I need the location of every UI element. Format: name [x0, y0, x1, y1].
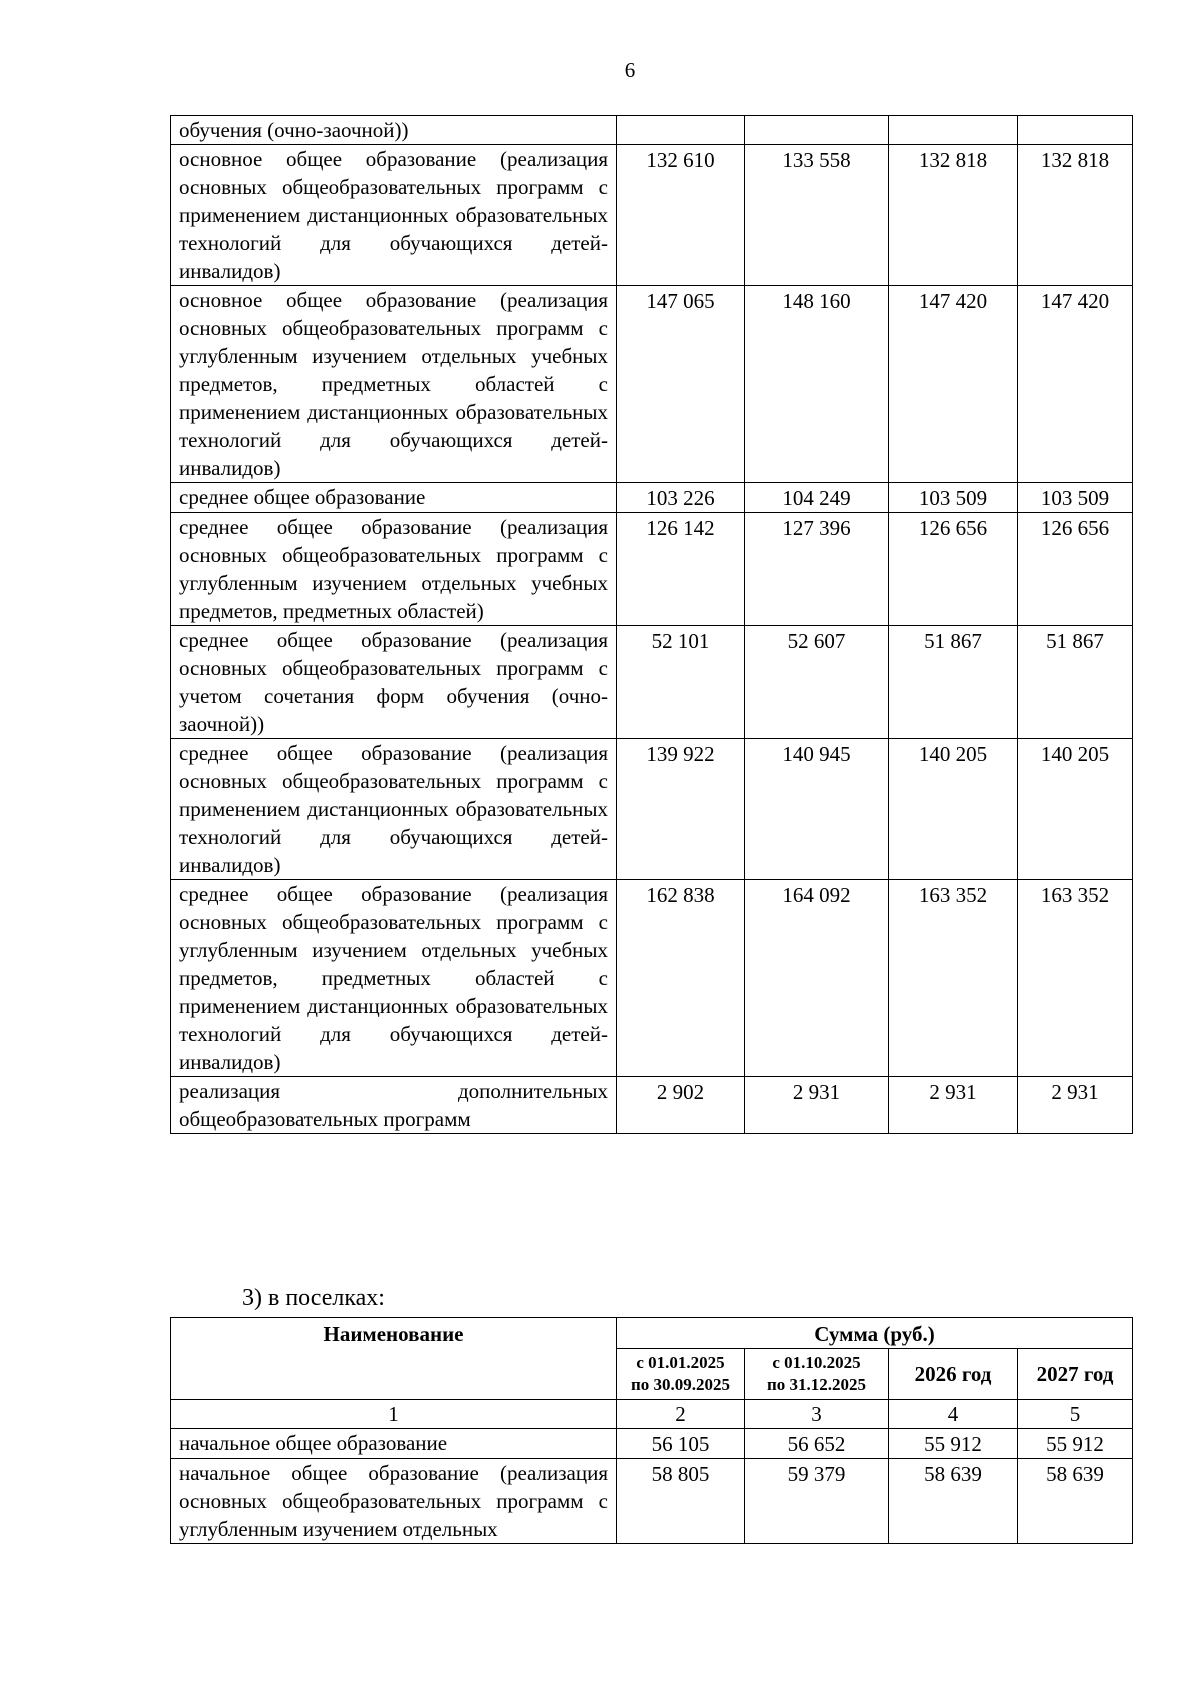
tariff-table-continued — [170, 115, 1133, 1134]
table-row — [171, 1429, 1133, 1459]
row-value: 139 922 — [617, 739, 745, 880]
row-value: 56 105 — [617, 1429, 745, 1459]
table-row — [171, 1459, 1133, 1544]
row-value: 164 092 — [745, 880, 889, 1077]
row-value: 162 838 — [617, 880, 745, 1077]
row-name: обучения (очно-заочной)) — [171, 116, 617, 145]
row-value: 140 205 — [1018, 739, 1133, 880]
column-header-year-2027: 2027 год — [1018, 1349, 1133, 1400]
column-number: 4 — [889, 1400, 1018, 1429]
row-value: 126 142 — [617, 513, 745, 626]
period-1-end: по 30.09.2025 — [630, 1375, 731, 1394]
row-value: 126 656 — [1018, 513, 1133, 626]
row-value: 147 065 — [617, 286, 745, 483]
row-name: среднее общее образование (реализация основных общеобразовательных программ с углубленным изучением отдельных учебных предметов, предметных областей) — [171, 513, 617, 626]
row-value: 148 160 — [745, 286, 889, 483]
table-row — [171, 116, 1133, 145]
row-value: 103 226 — [617, 483, 745, 513]
row-name: реализация дополнительных общеобразовательных программ — [171, 1077, 617, 1134]
table-row — [171, 739, 1133, 880]
period-2-end: по 31.12.2025 — [766, 1375, 867, 1394]
column-header-period-1 — [617, 1349, 745, 1400]
tariff-table-settlements — [170, 1317, 1133, 1544]
row-name: начальное общее образование — [171, 1429, 617, 1459]
row-value: 51 867 — [1018, 626, 1133, 739]
row-value: 133 558 — [745, 145, 889, 286]
period-2-start: с 01.10.2025 — [772, 1353, 861, 1372]
row-name: основное общее образование (реализация основных общеобразовательных программ с применением дистанционных образовательных технологий для обучающихся детей-инвалидов) — [171, 145, 617, 286]
row-name: среднее общее образование — [171, 483, 617, 513]
row-value: 55 912 — [889, 1429, 1018, 1459]
table-row — [171, 145, 1133, 286]
row-value: 2 931 — [1018, 1077, 1133, 1134]
row-value: 163 352 — [1018, 880, 1133, 1077]
table-row — [171, 483, 1133, 513]
row-value: 2 931 — [745, 1077, 889, 1134]
column-header-name: Наименование — [171, 1318, 617, 1400]
row-value: 140 205 — [889, 739, 1018, 880]
row-name: основное общее образование (реализация основных общеобразовательных программ с углубленным изучением отдельных учебных предметов, предметных областей с применением дистанционных образовательных технологий для обучающихся детей-инвалидов) — [171, 286, 617, 483]
row-value — [889, 116, 1018, 145]
row-value: 2 931 — [889, 1077, 1018, 1134]
row-value — [1018, 116, 1133, 145]
row-name: среднее общее образование (реализация основных общеобразовательных программ с применением дистанционных образовательных технологий для обучающихся детей-инвалидов) — [171, 739, 617, 880]
row-value: 127 396 — [745, 513, 889, 626]
row-name: среднее общее образование (реализация основных общеобразовательных программ с углубленным изучением отдельных учебных предметов, предметных областей с применением дистанционных образовательных технологий для обучающихся детей-инвалидов) — [171, 880, 617, 1077]
column-number: 5 — [1018, 1400, 1133, 1429]
table-row — [171, 286, 1133, 483]
row-value: 58 639 — [1018, 1459, 1133, 1544]
row-value — [617, 116, 745, 145]
column-header-period-2 — [745, 1349, 889, 1400]
row-value: 2 902 — [617, 1077, 745, 1134]
column-number-row — [171, 1400, 1133, 1429]
row-value: 147 420 — [1018, 286, 1133, 483]
row-value: 103 509 — [889, 483, 1018, 513]
table-row — [171, 513, 1133, 626]
period-1-start: с 01.01.2025 — [636, 1353, 725, 1372]
row-value: 163 352 — [889, 880, 1018, 1077]
row-value: 51 867 — [889, 626, 1018, 739]
row-value: 147 420 — [889, 286, 1018, 483]
row-value: 140 945 — [745, 739, 889, 880]
row-value: 132 818 — [889, 145, 1018, 286]
row-name: начальное общее образование (реализация основных общеобразовательных программ с углубленным изучением отдельных — [171, 1459, 617, 1544]
row-value: 52 101 — [617, 626, 745, 739]
row-value: 58 639 — [889, 1459, 1018, 1544]
column-number: 3 — [745, 1400, 889, 1429]
row-name: среднее общее образование (реализация основных общеобразовательных программ с учетом сочетания форм обучения (очно-заочной)) — [171, 626, 617, 739]
table-row — [171, 880, 1133, 1077]
section-heading: 3) в поселках: — [242, 1285, 385, 1311]
row-value: 58 805 — [617, 1459, 745, 1544]
column-header-sum: Сумма (руб.) — [617, 1318, 1133, 1349]
header-row — [171, 1318, 1133, 1349]
table-row — [171, 626, 1133, 739]
page-number: 6 — [624, 58, 636, 82]
row-value: 56 652 — [745, 1429, 889, 1459]
row-value: 55 912 — [1018, 1429, 1133, 1459]
column-number: 2 — [617, 1400, 745, 1429]
row-value: 103 509 — [1018, 483, 1133, 513]
row-value: 52 607 — [745, 626, 889, 739]
row-value — [745, 116, 889, 145]
table-row — [171, 1077, 1133, 1134]
row-value: 132 818 — [1018, 145, 1133, 286]
row-value: 132 610 — [617, 145, 745, 286]
row-value: 104 249 — [745, 483, 889, 513]
row-value: 126 656 — [889, 513, 1018, 626]
column-number: 1 — [171, 1400, 617, 1429]
row-value: 59 379 — [745, 1459, 889, 1544]
column-header-year-2026: 2026 год — [889, 1349, 1018, 1400]
